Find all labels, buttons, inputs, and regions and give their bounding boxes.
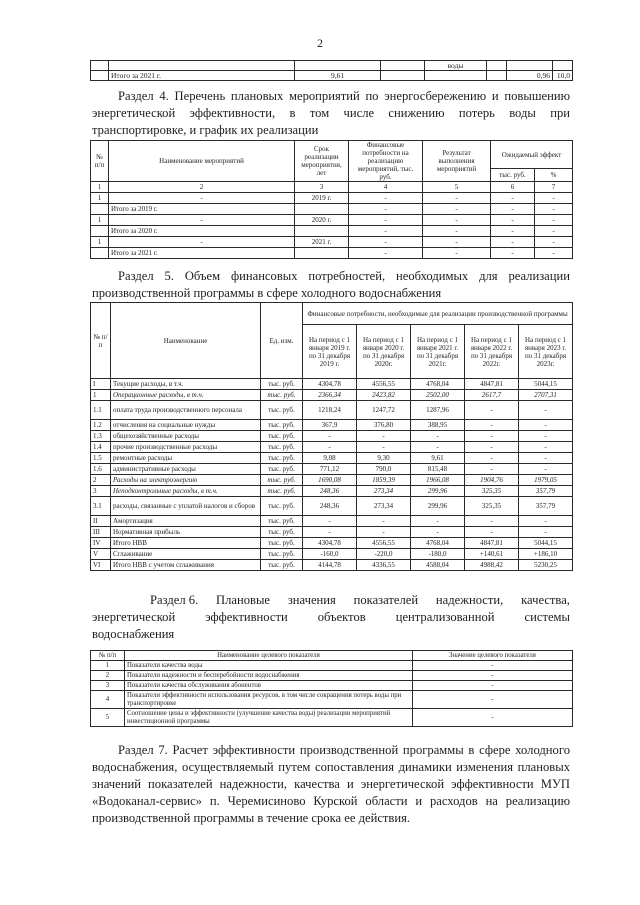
table-row	[91, 193, 573, 204]
s5-cell-num: 2	[91, 475, 111, 486]
s5-cell-num: 3.1	[91, 497, 111, 516]
s5-cell-value: 376,80	[357, 420, 411, 431]
s6-title-word: значения	[287, 593, 336, 607]
s5-cell-value: 4847,81	[465, 379, 519, 390]
s4-colnum: 7	[535, 182, 573, 193]
s4-cell-num	[91, 226, 109, 237]
s6-cell-name: Соотношение цены и эффективности (улучшение качества воды) реализации мероприятий инвестиционной программы	[125, 709, 413, 727]
table-row	[91, 420, 573, 431]
s6-header-value: Значение целевого показателя	[413, 651, 573, 661]
table-row	[91, 661, 573, 671]
s4-header-result: Результат выполнения мероприятий	[423, 141, 491, 182]
s5-cell-name: ремонтные расходы	[111, 453, 261, 464]
s4-cell-result: -	[423, 215, 491, 226]
s5-cell-value: 357,79	[519, 497, 573, 516]
s4-cell-pct: -	[535, 215, 573, 226]
s6-cell-value: -	[413, 671, 573, 681]
s5-cell-value: 4847,81	[465, 538, 519, 549]
s5-cell-value: -	[357, 527, 411, 538]
s5-cell-value: -	[519, 401, 573, 420]
s5-cell-unit: тыс. руб.	[261, 560, 303, 571]
s5-cell-num: 1.2	[91, 420, 111, 431]
s5-cell-num: II	[91, 516, 111, 527]
table-row	[91, 379, 573, 390]
s5-cell-value: 5044,15	[519, 538, 573, 549]
s5-cell-name: Неподконтрольные расходы, в т.ч.	[111, 486, 261, 497]
s5-header-period: На период с 1 января 2021 г. по 31 декабря 2021г.	[411, 325, 465, 379]
s4-colnum: 4	[349, 182, 423, 193]
s5-cell-value: -220,0	[357, 549, 411, 560]
s5-cell-num: 1	[91, 390, 111, 401]
s5-cell-num: III	[91, 527, 111, 538]
s5-cell-value: -	[519, 442, 573, 453]
s5-cell-value: -	[411, 527, 465, 538]
s5-header-unit: Ед. изм.	[261, 303, 303, 379]
s5-cell-unit: тыс. руб.	[261, 379, 303, 390]
s5-cell-value: 357,79	[519, 486, 573, 497]
s6-cell-name: Показатели эффективности использования ресурсов, в том числе сокращения потерь воды при транспортировке	[125, 691, 413, 709]
s5-cell-value: 273,34	[357, 497, 411, 516]
s5-cell-value: -	[465, 442, 519, 453]
s6-header-name: Наименование целевого показателя	[125, 651, 413, 661]
s4-column-numbers-row	[91, 182, 573, 193]
s5-cell-value: 815,48	[411, 464, 465, 475]
table-row	[91, 237, 573, 248]
s6-cell-num: 4	[91, 691, 125, 709]
table-row	[91, 215, 573, 226]
s4-colnum: 1	[91, 182, 109, 193]
section5-table	[90, 302, 573, 571]
s6-title-word: энергетической	[92, 610, 176, 624]
s5-cell-name: Нормативная прибыль	[111, 527, 261, 538]
table-row	[91, 691, 573, 709]
s5-cell-unit: тыс. руб.	[261, 475, 303, 486]
s5-cell-value: 4304,78	[303, 538, 357, 549]
s5-cell-value: -	[465, 453, 519, 464]
s5-cell-name: Итого НВВ с учетом сглаживания	[111, 560, 261, 571]
s5-cell-value: 5044,15	[519, 379, 573, 390]
s6-cell-name: Показатели качества обслуживания абонентов	[125, 681, 413, 691]
section7-text: Раздел 7. Расчет эффективности производственной программы в сфере холодного водоснабжения, осуществляемый путем сопоставления динамики изменения плановых значений показателей надежности, качества и энергетической эффективности МУП «Водоканал-сервис» п. Черемисиново Курской области и расходов на реализацию производственной программы в течение срока ее действия.	[92, 743, 570, 825]
s5-cell-num: I	[91, 379, 111, 390]
s6-title-word: объектов	[317, 610, 366, 624]
s4-cell-name: -	[109, 215, 295, 226]
s5-cell-value: -160,0	[303, 549, 357, 560]
s5-cell-num: 1.4	[91, 442, 111, 453]
s5-cell-value: 1859,39	[357, 475, 411, 486]
s5-cell-value: 4768,04	[411, 538, 465, 549]
s5-cell-value: -	[303, 431, 357, 442]
s5-cell-value: 4556,55	[357, 379, 411, 390]
s4-cell-name: -	[109, 237, 295, 248]
s4-cell-result: -	[423, 204, 491, 215]
table-row	[91, 681, 573, 691]
s6-cell-value: -	[413, 709, 573, 727]
table-row	[91, 442, 573, 453]
s4-cell-term: 2019 г.	[295, 193, 349, 204]
s6-title-word: централизованной	[395, 610, 495, 624]
s4-header-term: Срок реализации мероприятия, лет	[295, 141, 349, 182]
s4-cell-pct: -	[535, 248, 573, 259]
s5-header-period: На период с 1 января 2020 г. по 31 декабря 2020г.	[357, 325, 411, 379]
s5-cell-unit: тыс. руб.	[261, 390, 303, 401]
s5-cell-value: -180,0	[411, 549, 465, 560]
s5-cell-num: IV	[91, 538, 111, 549]
s5-cell-unit: тыс. руб.	[261, 516, 303, 527]
s5-cell-unit: тыс. руб.	[261, 442, 303, 453]
table-row	[91, 671, 573, 681]
s5-cell-value: 1690,08	[303, 475, 357, 486]
s5-cell-value: 1218,24	[303, 401, 357, 420]
s4-cell-rub: -	[491, 204, 535, 215]
s5-cell-name: Операционные расходы, в т.ч.	[111, 390, 261, 401]
s4-cell-pct: -	[535, 237, 573, 248]
table-row	[91, 560, 573, 571]
s5-cell-unit: тыс. руб.	[261, 527, 303, 538]
s5-cell-name: Текущие расходы, в т.ч.	[111, 379, 261, 390]
s5-cell-value: 1966,08	[411, 475, 465, 486]
s5-cell-value: 299,96	[411, 486, 465, 497]
s5-cell-name: Сглаживание	[111, 549, 261, 560]
fragment-total-value: 9,61	[295, 71, 381, 81]
s5-cell-value: 9,08	[303, 453, 357, 464]
s4-cell-name: Итого за 2021 г.	[109, 248, 295, 259]
s4-cell-finance: -	[349, 248, 423, 259]
table-row	[91, 431, 573, 442]
s4-cell-pct: -	[535, 193, 573, 204]
s5-cell-value: -	[357, 442, 411, 453]
s4-cell-rub: -	[491, 215, 535, 226]
s5-cell-value: -	[465, 527, 519, 538]
s5-cell-value: 2617,7	[465, 390, 519, 401]
s5-cell-value: -	[519, 464, 573, 475]
s5-cell-value: 4336,55	[357, 560, 411, 571]
s4-cell-rub: -	[491, 193, 535, 204]
s5-cell-num: 1.5	[91, 453, 111, 464]
s5-cell-value: 4144,78	[303, 560, 357, 571]
s5-cell-name: административные расходы	[111, 464, 261, 475]
table-row	[91, 516, 573, 527]
s4-cell-term	[295, 226, 349, 237]
s5-cell-value: -	[303, 516, 357, 527]
s4-cell-finance: -	[349, 226, 423, 237]
s4-cell-name: Итого за 2020 г.	[109, 226, 295, 237]
s4-cell-rub: -	[491, 237, 535, 248]
s5-cell-name: прочие производственные расходы	[111, 442, 261, 453]
s5-header-period: На период с 1 января 2019 г. по 31 декабря 2019 г.	[303, 325, 357, 379]
s4-header-effect: Ожидаемый эффект	[491, 141, 573, 169]
s6-cell-num: 5	[91, 709, 125, 727]
s5-cell-value: -	[411, 431, 465, 442]
s5-cell-num: 3	[91, 486, 111, 497]
s5-cell-num: V	[91, 549, 111, 560]
s4-cell-finance: -	[349, 193, 423, 204]
section4-title: Раздел 4. Перечень плановых мероприятий по энергосбережению и повышению энергетической эффективности, в том числе снижению потерь воды при транспортировке, и график их реализации	[92, 89, 570, 137]
s5-cell-value: -	[519, 527, 573, 538]
s4-cell-term: 2021 г.	[295, 237, 349, 248]
s4-header-effect-rub: тыс. руб.	[491, 169, 535, 182]
section6-title	[92, 592, 570, 643]
s5-cell-unit: тыс. руб.	[261, 464, 303, 475]
table-row	[91, 204, 573, 215]
s4-colnum: 5	[423, 182, 491, 193]
s5-cell-value: +140,61	[465, 549, 519, 560]
s4-colnum: 2	[109, 182, 295, 193]
s4-cell-name: -	[109, 193, 295, 204]
s5-cell-value: 5230,25	[519, 560, 573, 571]
s5-cell-value: -	[465, 420, 519, 431]
table-row	[91, 538, 573, 549]
s5-cell-unit: тыс. руб.	[261, 420, 303, 431]
s4-cell-result: -	[423, 193, 491, 204]
s5-cell-name: Расходы на электроэнергию	[111, 475, 261, 486]
s5-cell-value: -	[519, 420, 573, 431]
s4-cell-term	[295, 248, 349, 259]
s5-cell-value: 4304,78	[303, 379, 357, 390]
s5-cell-value: 248,36	[303, 497, 357, 516]
s5-cell-value: 2707,31	[519, 390, 573, 401]
s5-cell-value: 9,30	[357, 453, 411, 464]
fragment-row-label: воды	[425, 61, 487, 71]
s6-title-line3: водоснабжения	[92, 627, 175, 641]
table-row	[91, 464, 573, 475]
table-row	[91, 401, 573, 420]
table-row	[91, 549, 573, 560]
s5-cell-unit: тыс. руб.	[261, 486, 303, 497]
s6-cell-name: Показатели надежности и бесперебойности водоснабжения	[125, 671, 413, 681]
table-row	[91, 486, 573, 497]
s5-cell-value: 4556,55	[357, 538, 411, 549]
s5-cell-name: оплата труда производственного персонала	[111, 401, 261, 420]
s6-header-num: № п/п	[91, 651, 125, 661]
s5-cell-value: 299,96	[411, 497, 465, 516]
table-row	[91, 497, 573, 516]
s5-cell-value: 325,35	[465, 486, 519, 497]
s5-cell-value: -	[303, 442, 357, 453]
s4-cell-pct: -	[535, 226, 573, 237]
s5-cell-num: 1.1	[91, 401, 111, 420]
s5-cell-value: -	[519, 453, 573, 464]
table-row	[91, 709, 573, 727]
s6-cell-num: 3	[91, 681, 125, 691]
fragment-total-rub: 0,96	[507, 71, 553, 81]
s6-title-word: показателей	[353, 593, 419, 607]
s6-title-word: эффективности	[205, 610, 288, 624]
s4-cell-finance: -	[349, 204, 423, 215]
s5-cell-value: 2366,34	[303, 390, 357, 401]
s5-cell-unit: тыс. руб.	[261, 401, 303, 420]
s6-cell-value: -	[413, 661, 573, 671]
s5-cell-value: 4768,04	[411, 379, 465, 390]
s5-cell-name: расходы, связанные с уплатой налогов и сборов	[111, 497, 261, 516]
fragment-total-label: Итого за 2021 г.	[109, 71, 295, 81]
s4-cell-result: -	[423, 237, 491, 248]
s5-cell-value: 4988,42	[465, 560, 519, 571]
section6-table	[90, 650, 573, 727]
s5-cell-value: 2423,82	[357, 390, 411, 401]
s5-header-name: Наименование	[111, 303, 261, 379]
table-row	[91, 248, 573, 259]
s5-cell-unit: тыс. руб.	[261, 497, 303, 516]
s5-cell-value: -	[519, 431, 573, 442]
s6-cell-value: -	[413, 681, 573, 691]
s6-cell-num: 1	[91, 661, 125, 671]
s4-cell-name: Итого за 2019 г.	[109, 204, 295, 215]
section4-table	[90, 140, 573, 259]
s5-cell-value: 367,9	[303, 420, 357, 431]
s5-cell-value: -	[465, 431, 519, 442]
s5-cell-value: 388,95	[411, 420, 465, 431]
s5-cell-value: -	[411, 442, 465, 453]
s4-cell-finance: -	[349, 237, 423, 248]
table-row	[91, 475, 573, 486]
s6-cell-value: -	[413, 691, 573, 709]
s6-cell-num: 2	[91, 671, 125, 681]
s5-cell-name: общехозяйственные расходы	[111, 431, 261, 442]
s6-cell-name: Показатели качества воды	[125, 661, 413, 671]
s5-cell-value: -	[357, 516, 411, 527]
s5-cell-value: 2502,00	[411, 390, 465, 401]
s4-cell-result: -	[423, 248, 491, 259]
s4-cell-num	[91, 248, 109, 259]
s4-cell-term: 2020 г.	[295, 215, 349, 226]
s5-cell-unit: тыс. руб.	[261, 453, 303, 464]
s4-colnum: 6	[491, 182, 535, 193]
table-row	[91, 527, 573, 538]
s5-cell-value: 1287,96	[411, 401, 465, 420]
s5-header-finance: Финансовые потребности, необходимые для реализации производственной программы	[303, 303, 573, 325]
s4-header-effect-pct: %	[535, 169, 573, 182]
s5-cell-value: 248,36	[303, 486, 357, 497]
s5-header-num: № п/п	[91, 303, 111, 379]
s6-title-word: Раздел 6.	[150, 593, 199, 607]
s5-cell-value: -	[303, 527, 357, 538]
s6-title-word: надежности,	[435, 593, 504, 607]
page-number: 2	[317, 36, 323, 50]
s5-cell-unit: тыс. руб.	[261, 538, 303, 549]
s5-cell-name: Амортизация	[111, 516, 261, 527]
s4-cell-num: 1	[91, 193, 109, 204]
s5-cell-value: 1979,05	[519, 475, 573, 486]
s5-cell-value: -	[519, 516, 573, 527]
s5-cell-value: 1904,76	[465, 475, 519, 486]
s5-cell-value: 273,34	[357, 486, 411, 497]
s4-cell-result: -	[423, 226, 491, 237]
table-row	[91, 226, 573, 237]
fragment-total-pct: 10,0	[553, 71, 573, 81]
s5-cell-name: отчисления на социальные нужды	[111, 420, 261, 431]
s4-cell-term	[295, 204, 349, 215]
s4-cell-num	[91, 204, 109, 215]
s5-cell-num: 1.6	[91, 464, 111, 475]
s5-cell-value: 771,12	[303, 464, 357, 475]
previous-table-fragment	[90, 60, 573, 81]
s4-cell-num: 1	[91, 237, 109, 248]
s4-colnum: 3	[295, 182, 349, 193]
s5-cell-value: -	[465, 464, 519, 475]
s5-cell-unit: тыс. руб.	[261, 431, 303, 442]
s4-cell-rub: -	[491, 248, 535, 259]
s5-cell-value: 1247,72	[357, 401, 411, 420]
s5-cell-value: -	[357, 431, 411, 442]
s5-cell-unit: тыс. руб.	[261, 549, 303, 560]
s5-cell-value: 4588,04	[411, 560, 465, 571]
s6-title-word: системы	[524, 610, 570, 624]
table-row	[91, 390, 573, 401]
s5-cell-num: VI	[91, 560, 111, 571]
s5-cell-value: 9,61	[411, 453, 465, 464]
s5-cell-value: +186,10	[519, 549, 573, 560]
s4-cell-rub: -	[491, 226, 535, 237]
s5-cell-value: -	[465, 401, 519, 420]
s5-cell-value: -	[411, 516, 465, 527]
s5-cell-value: -	[465, 516, 519, 527]
s4-header-finance: Финансовые потребности на реализацию мероприятий, тыс. руб.	[349, 141, 423, 182]
s5-cell-value: 325,35	[465, 497, 519, 516]
s5-cell-num: 1.3	[91, 431, 111, 442]
s5-cell-name: Итого НВВ	[111, 538, 261, 549]
s5-header-period: На период с 1 января 2023 г. по 31 декабря 2023г.	[519, 325, 573, 379]
s6-title-word: качества,	[521, 593, 570, 607]
s4-header-name: Наименование мероприятий	[109, 141, 295, 182]
table-row	[91, 453, 573, 464]
s4-cell-pct: -	[535, 204, 573, 215]
s4-cell-finance: -	[349, 215, 423, 226]
s5-header-period: На период с 1 января 2022 г. по 31 декабря 2022г.	[465, 325, 519, 379]
s4-cell-num: 1	[91, 215, 109, 226]
section5-title: Раздел 5. Объем финансовых потребностей, необходимых для реализации производственной программы в сфере холодного водоснабжения	[92, 269, 570, 300]
s5-cell-value: 790,0	[357, 464, 411, 475]
s4-header-num: № п/п	[91, 141, 109, 182]
s6-title-word: Плановые	[216, 593, 271, 607]
